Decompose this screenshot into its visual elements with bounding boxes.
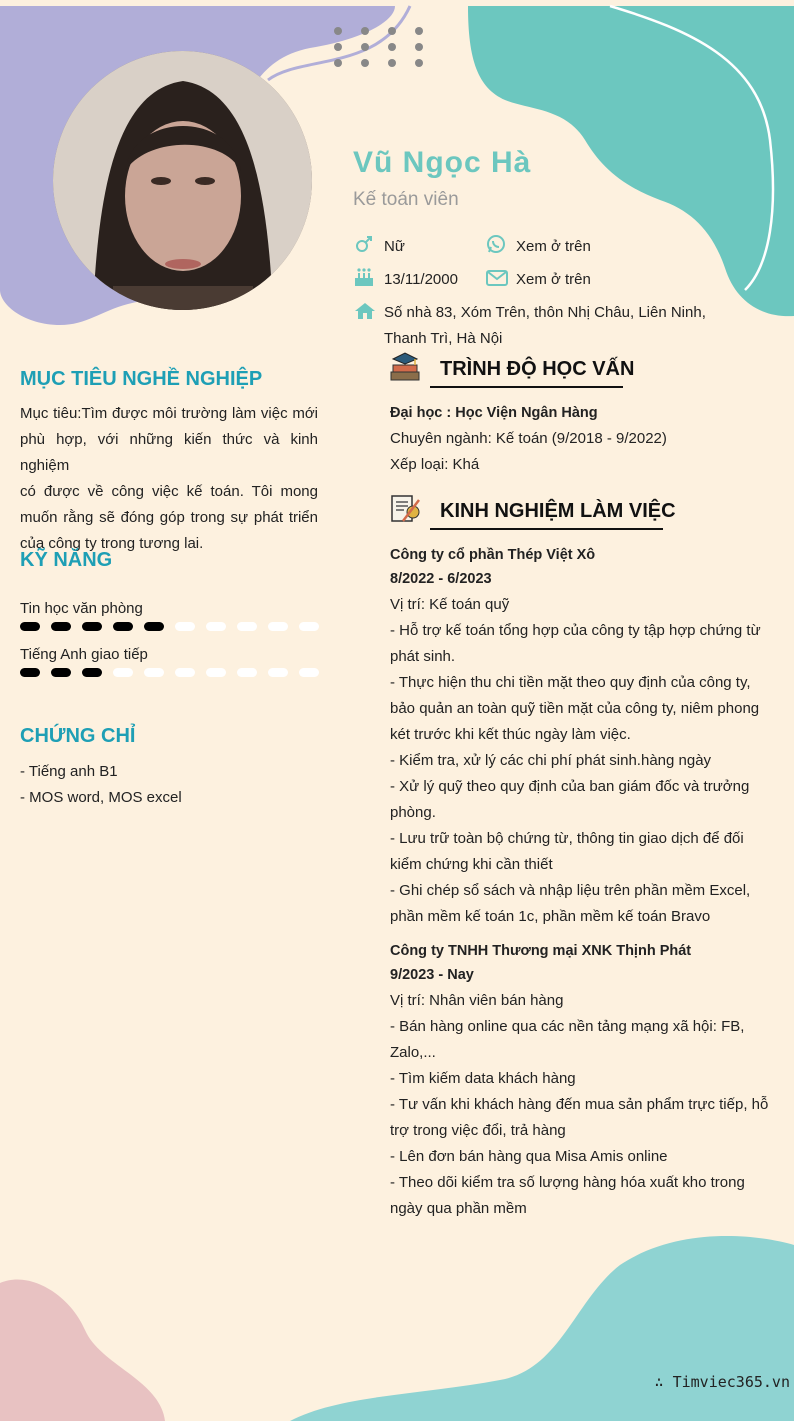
job-line: - Xử lý quỹ theo quy định của ban giám đốc và trưởng	[390, 778, 750, 795]
job-line: - Theo dõi kiểm tra số lượng hàng hóa xuất kho trong	[390, 1174, 745, 1191]
profile-photo	[53, 51, 312, 310]
job-line: - Bán hàng online qua các nền tảng mạng xã hội: FB,	[390, 1018, 745, 1035]
skills-heading: KỸ NĂNG	[20, 549, 113, 571]
graduation-books-icon	[389, 350, 421, 382]
job-line: - Hỗ trợ kế toán tổng hợp của công ty tập hợp chứng từ	[390, 622, 761, 639]
job-line: phòng.	[390, 804, 436, 821]
skill-dot	[144, 622, 164, 631]
education-rank: Xếp loại: Khá	[390, 456, 480, 473]
certificate-item: - Tiếng anh B1	[20, 763, 118, 780]
objective-heading: MỤC TIÊU NGHỀ NGHIỆP	[20, 368, 263, 390]
objective-line: của công ty trong tương lai.	[20, 535, 204, 552]
skill-dot	[175, 622, 195, 631]
heading-underline	[430, 386, 623, 388]
job-line: - Thực hiện thu chi tiền mặt theo quy định của công ty,	[390, 674, 751, 691]
skill-dot	[144, 668, 164, 677]
job-period: 8/2022 - 6/2023	[390, 571, 492, 587]
objective-line: phù hợp, với những kiến thức và kinh nghiệm	[20, 431, 318, 474]
candidate-name: Vũ Ngọc Hà	[353, 146, 532, 179]
job-line: trợ trong việc đổi, trả hàng	[390, 1122, 566, 1139]
job-line: - Lưu trữ toàn bộ chứng từ, thông tin giao dịch để đối	[390, 830, 744, 847]
objective-line: có được về công việc kế toán. Tôi mong	[20, 483, 318, 500]
skill-dot	[237, 668, 257, 677]
skill-dot	[113, 622, 133, 631]
work-documents-icon	[389, 492, 421, 524]
job-line: Vị trí: Nhân viên bán hàng	[390, 992, 564, 1009]
objective-line: Mục tiêu:Tìm được môi trường làm việc mới	[20, 405, 318, 422]
skill-dot	[51, 668, 71, 677]
job-line: kiểm chứng khi cần thiết	[390, 856, 553, 873]
job-company: Công ty TNHH Thương mại XNK Thịnh Phát	[390, 943, 692, 959]
skill-dot	[299, 668, 319, 677]
job-line: phát sinh.	[390, 648, 456, 665]
skill-dot	[82, 622, 102, 631]
footer-brand[interactable]: ∴ Timviec365.vn	[654, 1373, 790, 1391]
skill-dot	[206, 668, 226, 677]
job-line: - Kiểm tra, xử lý các chi phí phát sinh.hàng ngày	[390, 752, 712, 769]
job-line: Vị trí: Kế toán quỹ	[390, 596, 510, 613]
skill-rating	[20, 668, 320, 680]
birthday-value: 13/11/2000	[384, 271, 458, 288]
skill-dot	[268, 668, 288, 677]
address-line-1: Số nhà 83, Xóm Trên, thôn Nhị Châu, Liên Ninh,	[384, 304, 706, 321]
address-line-2: Thanh Trì, Hà Nội	[384, 330, 503, 347]
job-company: Công ty cổ phần Thép Việt Xô	[390, 547, 596, 563]
phone-value: Xem ở trên	[516, 238, 591, 255]
job-line: Zalo,...	[390, 1044, 436, 1061]
job-line: bảo quản an toàn quỹ tiền mặt của công ty, niêm phong	[390, 700, 760, 717]
certificates-heading: CHỨNG CHỈ	[20, 725, 136, 747]
education-major: Chuyên ngành: Kế toán (9/2018 - 9/2022)	[390, 430, 667, 447]
education-school: Đại học : Học Viện Ngân Hàng	[390, 405, 598, 421]
experience-heading-text: KINH NGHIỆM LÀM VIỆC	[440, 500, 676, 522]
job-period: 9/2023 - Nay	[390, 967, 474, 983]
skill-dot	[268, 622, 288, 631]
objective-text	[20, 401, 318, 557]
heading-underline	[430, 528, 663, 530]
skill-dot	[20, 622, 40, 631]
job-title: Kế toán viên	[353, 189, 459, 210]
skill-dot	[20, 668, 40, 677]
education-heading	[440, 358, 634, 381]
job-line: - Tìm kiếm data khách hàng	[390, 1070, 576, 1087]
skill-rating	[20, 622, 320, 634]
job-line: phần mềm kế toán 1c, phần mềm kế toán Bravo	[390, 908, 711, 925]
skill-dot	[51, 622, 71, 631]
email-icon	[486, 269, 508, 287]
gender-icon	[354, 235, 374, 255]
whatsapp-icon	[486, 234, 506, 254]
skill-dot	[82, 668, 102, 677]
skill-dot	[237, 622, 257, 631]
education-heading-text: TRÌNH ĐỘ HỌC VẤN	[440, 358, 635, 380]
teal-bottom-blob	[290, 1236, 794, 1421]
skill-dot	[175, 668, 195, 677]
experience-heading	[440, 500, 676, 523]
job-line: ngày qua phần mềm	[390, 1200, 527, 1217]
skill-dot	[206, 622, 226, 631]
birthday-cake-icon	[353, 267, 375, 287]
skill-dot	[299, 622, 319, 631]
pink-blob	[0, 1280, 165, 1421]
skill-dot	[113, 668, 133, 677]
gender-value: Nữ	[384, 238, 405, 255]
job-line: - Tư vấn khi khách hàng đến mua sản phẩm trực tiếp, hỗ	[390, 1096, 769, 1113]
email-value: Xem ở trên	[516, 271, 591, 288]
objective-line: muốn rằng sẽ đóng góp trong sự phát triển	[20, 509, 318, 526]
job-line: - Ghi chép sổ sách và nhập liệu trên phần mềm Excel,	[390, 882, 751, 899]
skill-label: Tin học văn phòng	[20, 600, 143, 617]
certificate-item: - MOS word, MOS excel	[20, 789, 182, 806]
job-line: - Lên đơn bán hàng qua Misa Amis online	[390, 1148, 668, 1165]
skill-label: Tiếng Anh giao tiếp	[20, 646, 148, 663]
home-icon	[354, 301, 376, 321]
job-line: két trước khi kết thúc ngày làm việc.	[390, 726, 631, 743]
